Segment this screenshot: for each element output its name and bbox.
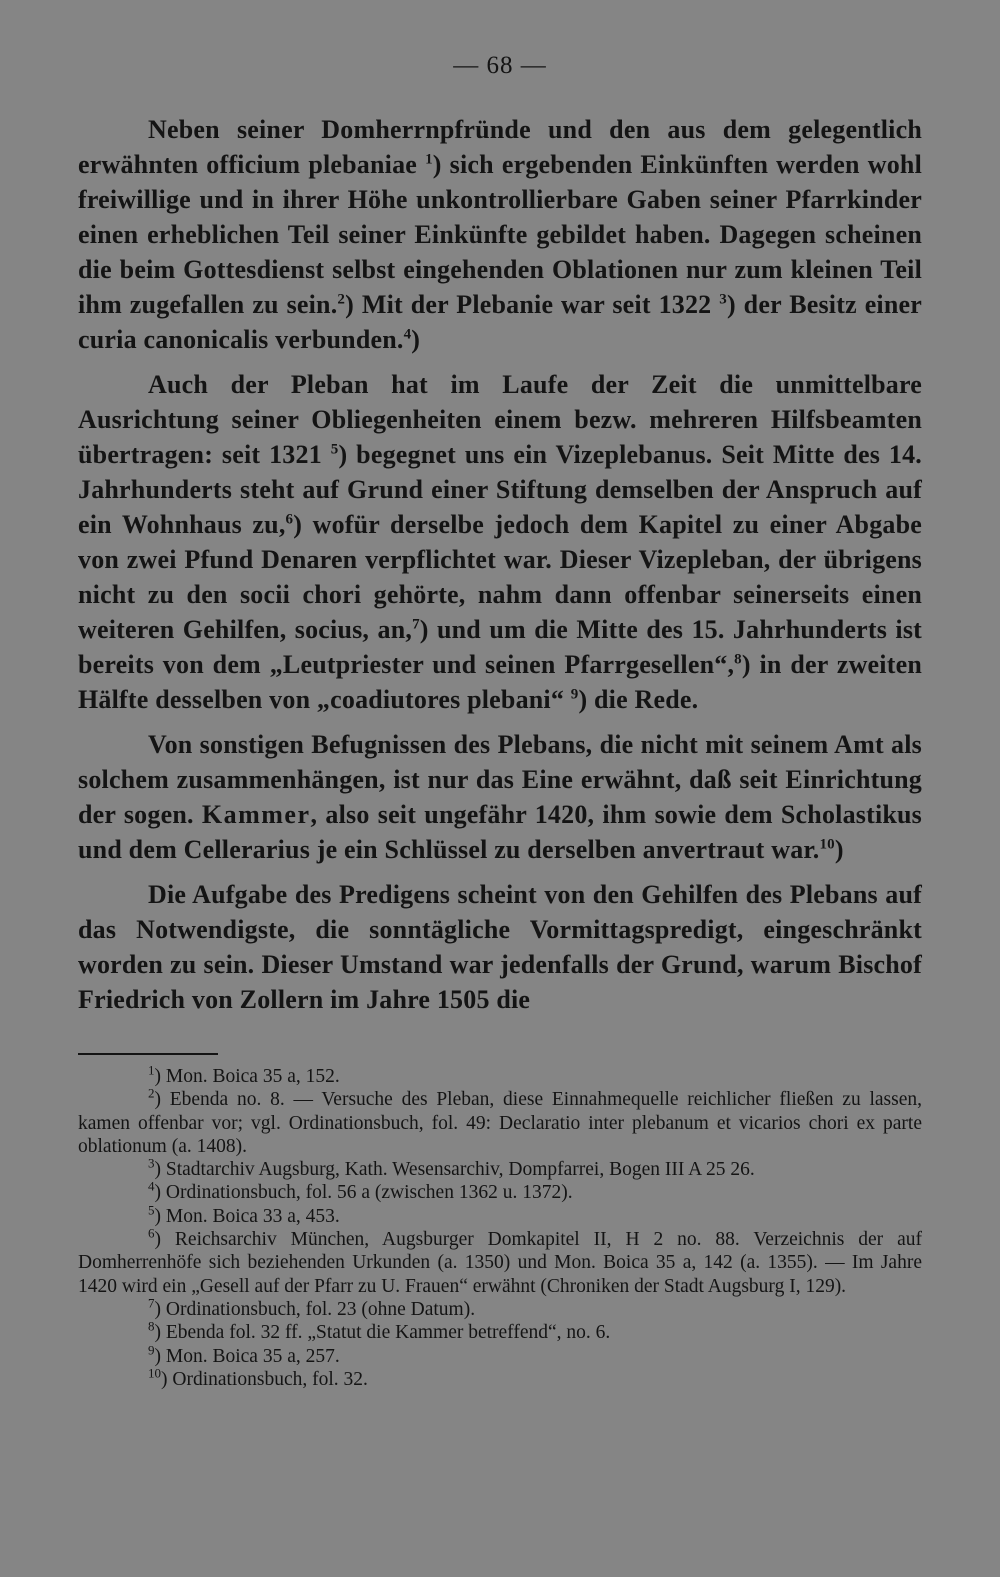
footnote	[78, 1225, 922, 1298]
footnote-mark: 6	[148, 1225, 155, 1241]
spaced-term: Kammer	[201, 800, 311, 829]
footnote-mark: 2	[148, 1085, 155, 1101]
paragraph	[78, 877, 922, 1017]
footnote-ref[interactable]: 2	[337, 291, 346, 308]
footnote-divider	[78, 1053, 218, 1055]
footnote-mark: 5	[148, 1202, 155, 1218]
footnote	[78, 1295, 922, 1321]
text-run: ) wofür derselbe jedoch dem Kapitel zu einer Abgabe von zwei Pfund Denaren verpflichtet war. Dieser Vizepleban, der übrigens nicht zu den socii chori gehörte, nahm dann offenbar seinerseits einen weiteren Gehilfen, socius, an,	[78, 510, 923, 644]
page-number: — 68 —	[453, 52, 547, 79]
footnote-text: ) Mon. Boica 35 a, 257.	[154, 1345, 340, 1367]
text-run: ) in der zweiten Hälfte desselben von „coadiutores plebani“	[78, 650, 922, 714]
footnote	[78, 1202, 922, 1228]
footnote	[78, 1085, 922, 1158]
paragraph	[78, 727, 922, 867]
footnote-ref[interactable]: 5	[330, 441, 339, 458]
footnote	[78, 1342, 922, 1368]
footnote-ref[interactable]: 7	[412, 616, 420, 633]
footnote	[78, 1318, 922, 1344]
footnote	[78, 1155, 922, 1181]
footnote-ref[interactable]: 6	[285, 511, 294, 528]
text-run: Von sonstigen Befugnissen des Plebans, die nicht mit seinem Amt als solchem zusammenhängen, ist nur das Eine erwähnt, daß seit Einrichtung der sogen.	[78, 730, 922, 829]
footnote-text: ) Stadtarchiv Augsburg, Kath. Wesensarchiv, Dompfarrei, Bogen III A 25 26.	[154, 1159, 755, 1181]
footnote	[78, 1178, 922, 1204]
footnote-text: ) Mon. Boica 35 a, 152.	[154, 1066, 340, 1087]
footnote-mark: 7	[148, 1295, 155, 1311]
footnote-text: ) Ordinationsbuch, fol. 32.	[161, 1368, 368, 1390]
footnote-mark: 8	[148, 1318, 155, 1334]
text-run: ) die Rede.	[578, 685, 699, 714]
footnote-mark: 9	[148, 1342, 155, 1358]
footnote-text: ) Mon. Boica 33 a, 453.	[154, 1205, 340, 1227]
footnote	[78, 1365, 922, 1391]
text-run: , also seit ungefähr 1420, ihm sowie dem Scholastikus und dem Cellerarius je ein Schlüssel zu derselben anvertraut war.	[78, 800, 923, 864]
footnote-mark: 4	[148, 1178, 155, 1194]
footnote	[78, 1062, 922, 1088]
footnote-mark: 1	[148, 1062, 155, 1078]
footnote-mark: 10	[148, 1365, 161, 1381]
paragraph	[78, 112, 922, 357]
footnote-text: ) Ebenda no. 8. — Versuche des Pleban, diese Einnahmequelle reichlicher fließen zu lassen, kamen offenbar vor; vgl. Ordinationsbuch, fol. 49: Declaratio inter plebanum et vicarios chori ex parte oblationum (a. 1408).	[78, 1089, 922, 1157]
footnotes	[78, 1062, 922, 1391]
text-run: ) Mit der Plebanie war seit 1322	[345, 290, 720, 319]
text-run: ) begegnet uns ein Vizeplebanus. Seit Mitte des 14. Jahrhunderts steht auf Grund einer Stiftung demselben der Anspruch auf ein Wohnhaus zu,	[78, 440, 923, 539]
footnote-ref[interactable]: 1	[425, 151, 433, 168]
footnote-text: ) Ebenda fol. 32 ff. „Statut die Kammer betreffend“, no. 6.	[154, 1322, 611, 1344]
footnote-text: ) Reichsarchiv München, Augsburger Domkapitel II, H 2 no. 88. Verzeichnis der auf Domherrenhöfe sich beziehenden Urkunden (a. 1350) und Mon. Boica 35 a, 142 (a. 1355). — Im Jahre 1420 wird ein „Gesell auf der Pfarr zu U. Frauen“ erwähnt (Chroniken der Stadt Augsburg I, 129).	[78, 1229, 922, 1297]
footnote-mark: 3	[148, 1155, 155, 1171]
text-run: ) und um die Mitte des 15. Jahrhunderts ist bereits von dem „Leutpriester und seinen Pfarrgesellen“,	[78, 615, 922, 679]
body-text	[78, 112, 922, 1017]
text-run: Auch der Pleban hat im Laufe der Zeit die unmittelbare Ausrichtung seiner Obliegenheiten einem bezw. mehreren Hilfsbeamten übertragen: seit 1321	[78, 370, 922, 469]
footnote-ref[interactable]: 4	[403, 326, 412, 343]
paragraph	[78, 367, 922, 717]
text-run: Die Aufgabe des Predigens scheint von den Gehilfen des Plebans auf das Notwendigste, die sonntägliche Vormittagspredigt, eingeschränkt worden zu sein. Dieser Umstand war jedenfalls der Grund, warum Bischof Friedrich von Zollern im Jahre 1505 die	[78, 880, 922, 1014]
footnote-ref[interactable]: 8	[734, 651, 742, 668]
text-run: )	[411, 325, 421, 354]
text-run: )	[834, 835, 844, 864]
footnote-ref[interactable]: 3	[719, 291, 727, 308]
text-run: Neben seiner Domherrnpfründe und den aus dem gelegentlich erwähnten officium plebaniae	[78, 115, 922, 179]
footnote-ref[interactable]: 9	[570, 686, 579, 703]
footnote-text: ) Ordinationsbuch, fol. 23 (ohne Datum).	[154, 1298, 476, 1320]
text-run: ) der Besitz einer curia canonicalis verbunden.	[78, 290, 922, 354]
footnote-text: ) Ordinationsbuch, fol. 56 a (zwischen 1362 u. 1372).	[154, 1182, 573, 1204]
text-run: ) sich ergebenden Einkünften werden wohl freiwillige und in ihrer Höhe unkontrollierbare Gaben seiner Pfarrkinder einen erheblichen Teil seiner Einkünfte gebildet haben. Dagegen scheinen die beim Gottesdienst selbst eingehenden Oblationen nur zum kleinen Teil ihm zugefallen zu sein.	[78, 150, 922, 319]
footnote-ref[interactable]: 10	[819, 836, 835, 853]
